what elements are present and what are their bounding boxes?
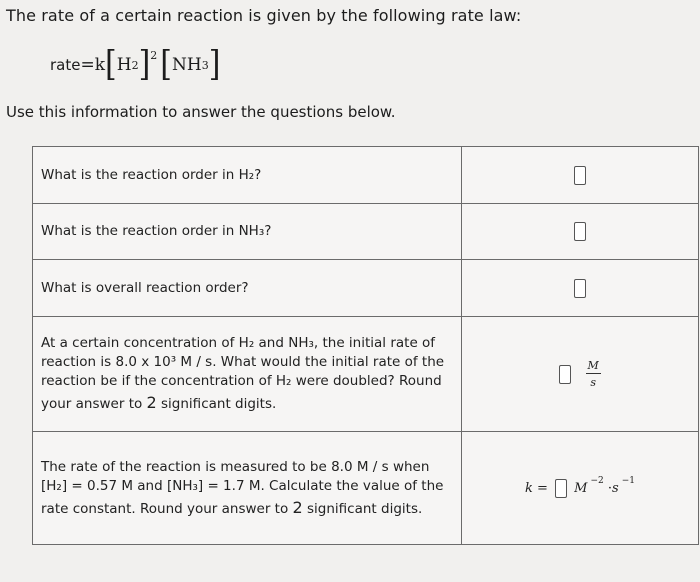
answer-1-cell — [462, 147, 699, 204]
question-row-1 — [33, 147, 699, 204]
answer-4-input[interactable] — [559, 365, 571, 384]
question-2-text: What is the reaction order in NH₃? — [33, 204, 462, 260]
question-1-text: What is the reaction order in H₂? — [33, 147, 462, 204]
nh3-subscript: 3 — [201, 58, 209, 72]
question-row-2 — [33, 204, 699, 260]
answer-3-cell — [462, 260, 699, 317]
answer-5-cell — [462, 432, 699, 545]
answer-3-input[interactable] — [574, 279, 586, 298]
question-5-text: The rate of the reaction is measured to be 8.0 M / s when [H₂] = 0.57 M and [NH₃] = 1.7 M. Calculate the value of the rate constant. Round your answer to 2 significant digits. — [33, 432, 462, 545]
instructions: Use this information to answer the questions below. — [6, 103, 396, 121]
question-row-4 — [33, 317, 699, 432]
answer-5-input[interactable] — [555, 479, 567, 498]
intro-text: The rate of a certain reaction is given by the following rate law: — [6, 6, 522, 25]
rate-constant: k — [94, 55, 106, 75]
question-row-5 — [33, 432, 699, 545]
rate-constant-expression: k = M $^{-2}$ ·s $^{-1}$ — [524, 475, 635, 496]
h2-symbol: H — [116, 55, 132, 75]
question-4-text: At a certain concentration of H₂ and NH₃, the initial rate of reaction is 8.0 x 10³ M / s. What would the initial rate of the reaction be if the concentration of H₂ were doubled? Round your answer to 2 significant digits. — [33, 317, 462, 432]
nh3-symbol: NH — [172, 55, 202, 75]
answer-2-cell — [462, 204, 699, 260]
question-row-3 — [33, 260, 699, 317]
rate-law: rate = k [ H 2 ] $^2$ [ NH 3 ] — [50, 44, 221, 85]
equals-sign: = — [80, 55, 95, 75]
answer-4-cell — [462, 317, 699, 432]
question-table — [32, 146, 699, 545]
h2-exponent: 2 — [150, 48, 158, 62]
answer-2-input[interactable] — [574, 222, 586, 241]
h2-subscript: 2 — [131, 58, 139, 72]
rate-label: rate — [50, 56, 81, 74]
rate-unit: $\frac{M}{s}$ — [587, 359, 599, 389]
answer-1-input[interactable] — [574, 166, 586, 185]
question-3-text: What is overall reaction order? — [33, 260, 462, 317]
